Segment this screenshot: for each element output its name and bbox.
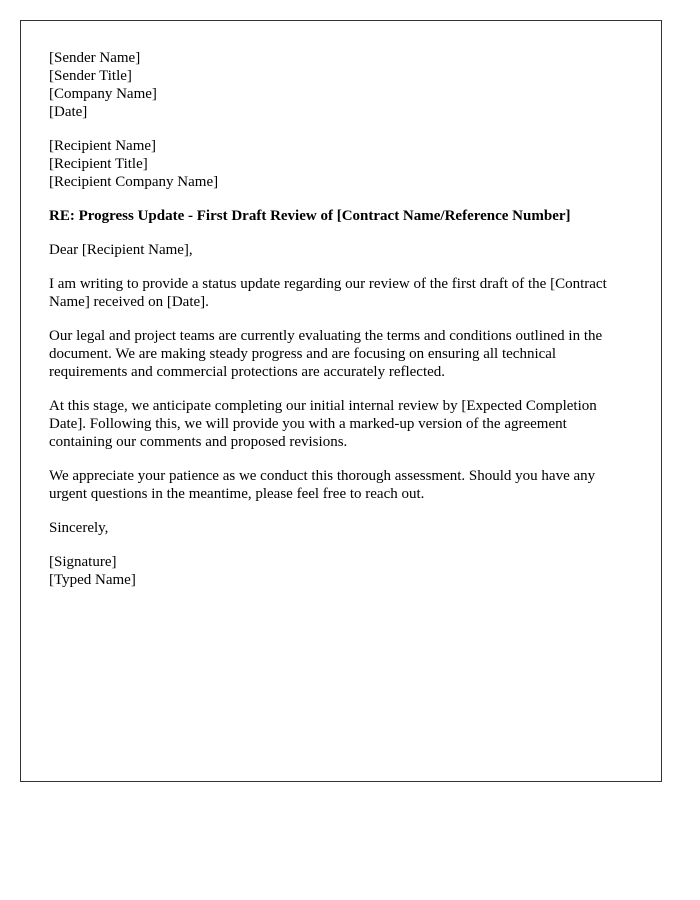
- recipient-title: [Recipient Title]: [49, 156, 148, 172]
- recipient-block: [49, 137, 632, 191]
- salutation: Dear [Recipient Name],: [49, 242, 193, 258]
- sender-name: [Sender Name]: [49, 50, 141, 66]
- body-paragraph: Our legal and project teams are currently evaluating the terms and conditions outlined in the document. We are making steady progress and are focusing on ensuring all technical requirements and commercial protections are accurately reflected.: [49, 328, 603, 380]
- sender-block: [49, 49, 632, 121]
- typed-name: [Typed Name]: [49, 572, 136, 588]
- closing: Sincerely,: [49, 520, 109, 536]
- body-paragraph: I am writing to provide a status update regarding our review of the first draft of the [Contract Name] received on [Date].: [49, 276, 607, 310]
- signature: [Signature]: [49, 554, 117, 570]
- body-paragraph: We appreciate your patience as we conduct this thorough assessment. Should you have any urgent questions in the meantime, please feel free to reach out.: [49, 468, 596, 502]
- sender-company: [Company Name]: [49, 86, 157, 102]
- body-paragraph: At this stage, we anticipate completing our initial internal review by [Expected Completion Date]. Following this, we will provide you with a marked-up version of the agreement containing our comments and proposed revisions.: [49, 398, 597, 450]
- recipient-name: [Recipient Name]: [49, 138, 157, 154]
- sender-title: [Sender Title]: [49, 68, 132, 84]
- letter-date: [Date]: [49, 104, 88, 120]
- recipient-company: [Recipient Company Name]: [49, 174, 219, 190]
- signature-block: [49, 553, 632, 589]
- letter: [20, 20, 662, 782]
- subject-line: RE: Progress Update - First Draft Review of [Contract Name/Reference Number]: [49, 208, 571, 224]
